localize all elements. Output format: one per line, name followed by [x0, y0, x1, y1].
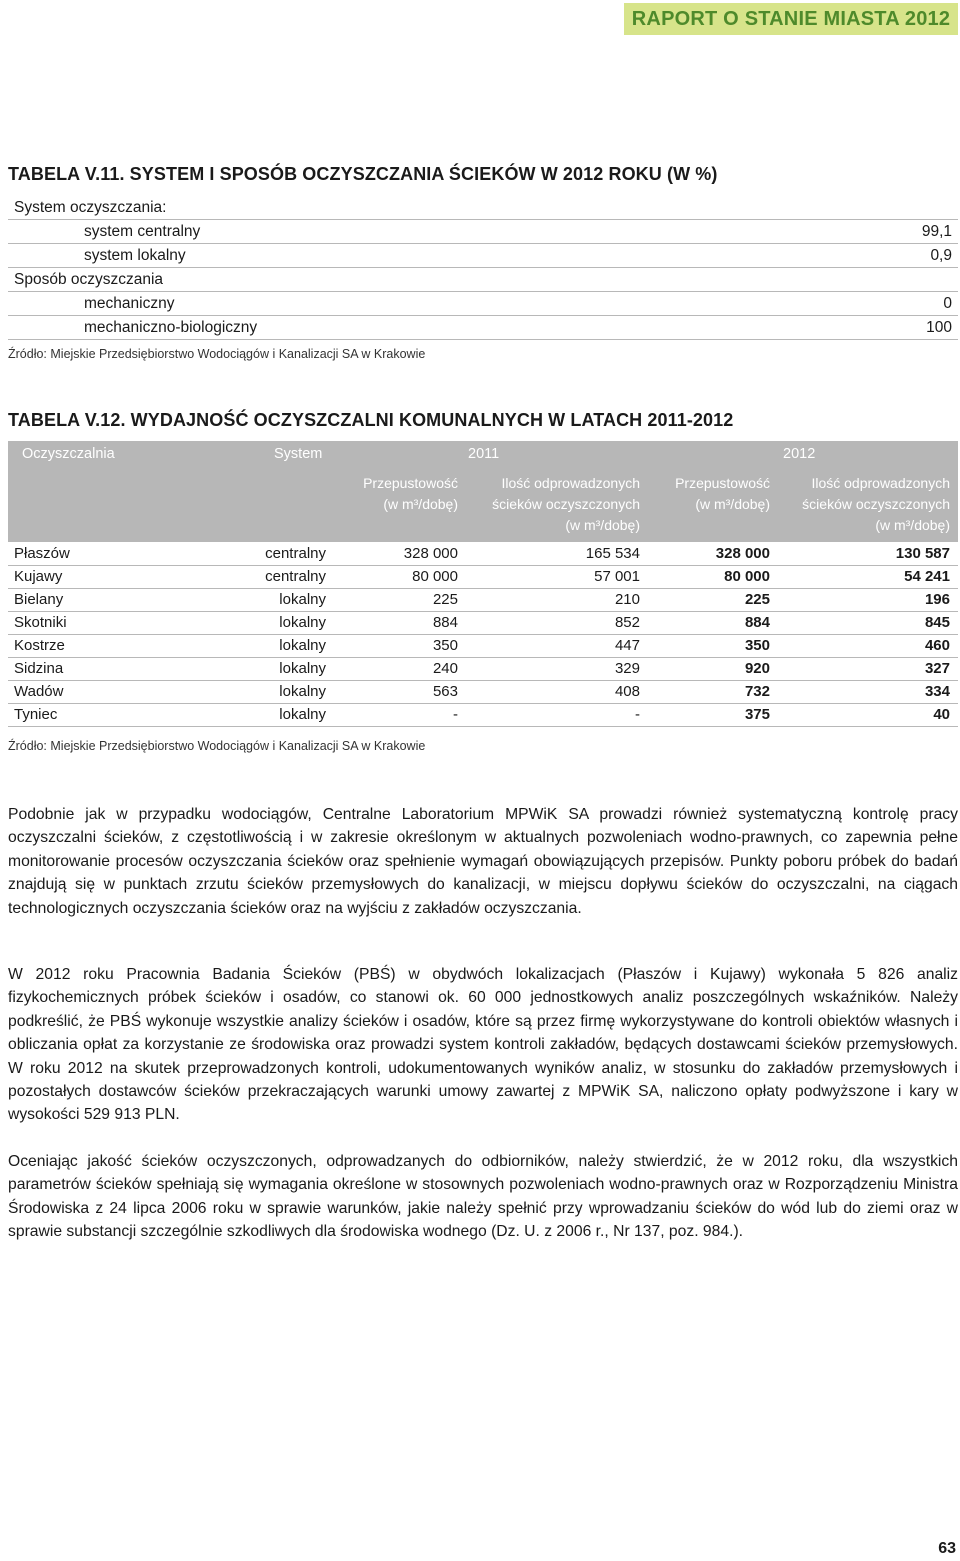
cell-capacity-2012: 350 [744, 637, 770, 654]
cell-system: lokalny [279, 683, 326, 700]
paragraph-lab-control: Podobnie jak w przypadku wodociągów, Centralne Laboratorium MPWiK SA prowadzi również systematyczną kontrolę pracy oczyszczalni ścieków, z częstotliwością i w zakresie określonym w aktualnych pozwoleniach wodno-prawnych, co zapewnia pełne monitorowanie procesów oczyszczania ścieków oraz spełnienie wymagań obowiązujących przepisów. Punkty poboru próbek do badań znajdują się w punktach zrzutu ścieków przemysłowych do kanalizacji, w miejscu dopływu ścieków do oczyszczalni, na ciągach technologicznych oczyszczania ścieków oraz na wyjściu z zakładów oczyszczania. [8, 806, 958, 917]
table-row [8, 268, 958, 292]
row-label: system lokalny [84, 247, 186, 264]
table-row [8, 244, 958, 268]
header-line: Przepustowość [363, 475, 458, 491]
header-line: Przepustowość [675, 475, 770, 491]
cell-capacity-2011: - [453, 706, 458, 723]
report-header-badge: RAPORT O STANIE MIASTA 2012 [624, 3, 958, 35]
cell-outflow-2012: 845 [924, 614, 950, 631]
table2-source: Źródło: Miejskie Przedsiębiorstwo Wodociągów i Kanalizacji SA w Krakowie [8, 739, 426, 753]
header-system: System [274, 446, 323, 462]
row-label: system centralny [84, 223, 201, 240]
table1-title: TABELA V.11. SYSTEM I SPOSÓB OCZYSZCZANIA ŚCIEKÓW W 2012 ROKU (W %) [8, 164, 718, 184]
header-line: ścieków oczyszczonych [802, 496, 950, 512]
cell-plant: Bielany [14, 591, 64, 608]
table-row [8, 220, 958, 244]
cell-outflow-2012: 130 587 [895, 545, 950, 562]
cell-capacity-2012: 375 [744, 706, 770, 723]
cell-system: centralny [265, 545, 326, 562]
cell-plant: Kujawy [14, 568, 63, 585]
row-label: System oczyszczania: [14, 199, 167, 216]
cell-capacity-2012: 920 [744, 660, 770, 677]
row-value: 100 [926, 319, 952, 336]
cell-plant: Sidzina [14, 660, 64, 677]
cell-outflow-2012: 327 [924, 660, 950, 677]
cell-capacity-2012: 732 [744, 683, 770, 700]
cell-outflow-2011: 57 001 [594, 568, 640, 585]
cell-outflow-2011: 210 [614, 591, 640, 608]
table-row [8, 589, 958, 612]
cell-system: centralny [265, 568, 326, 585]
table-row [8, 658, 958, 681]
row-label: Sposób oczyszczania [14, 271, 164, 288]
page-number: 63 [938, 1540, 956, 1557]
cell-capacity-2012: 884 [744, 614, 770, 631]
cell-capacity-2011: 563 [432, 683, 458, 700]
cell-outflow-2012: 460 [924, 637, 950, 654]
cell-outflow-2012: 40 [933, 706, 950, 723]
header-line: Ilość odprowadzonych [501, 475, 640, 491]
cell-outflow-2012: 196 [924, 591, 950, 608]
header-line: ścieków oczyszczonych [492, 496, 640, 512]
cell-outflow-2011: 165 534 [585, 545, 640, 562]
cell-system: lokalny [279, 660, 326, 677]
cell-capacity-2012: 225 [744, 591, 770, 608]
row-label: mechaniczno-biologiczny [84, 319, 258, 336]
cell-capacity-2012: 80 000 [724, 568, 770, 585]
header-line: (w m³/dobę) [695, 496, 770, 512]
header-capacity-2012 [675, 473, 770, 515]
table-row [8, 316, 958, 340]
cell-system: lokalny [279, 706, 326, 723]
table-row [8, 635, 958, 658]
row-value: 99,1 [921, 223, 952, 240]
header-year-2012: 2012 [783, 446, 816, 462]
cell-outflow-2011: 329 [614, 660, 640, 677]
table-row [8, 543, 958, 566]
cell-capacity-2011: 225 [432, 591, 458, 608]
row-label: mechaniczny [84, 295, 175, 312]
table-row [8, 292, 958, 316]
paragraph-pbs-analyses: W 2012 roku Pracownia Badania Ścieków (PBŚ) w obydwóch lokalizacjach (Płaszów i Kujawy) wykonała 5 826 analiz fizykochemicznych próbek ścieków i osadów, co stanowi ok. 60 000 jednostkowych analiz poszczególnych wskaźników. Należy podkreślić, że PBŚ wykonuje wszystkie analizy ścieków i osadów, które są przez firmę wykorzystywane do kontroli obiektów własnych i obliczania opłat za korzystanie ze środowiska oraz prowadzi system kontroli zakładów, będących dostawcami ścieków przemysłowych. W roku 2012 na skutek przeprowadzonych kontroli, udokumentowanych wyników analiz, w stosunku do zakładów przemysłowych i pozostałych dostawców ścieków przekraczających warunki umowy zawartej z MPWiK SA, naliczono opłaty podwyższone i kary w wysokości 529 913 PLN. [8, 966, 958, 1124]
header-outflow-2011 [492, 473, 640, 536]
cell-system: lokalny [279, 591, 326, 608]
table1-source: Źródło: Miejskie Przedsiębiorstwo Wodociągów i Kanalizacji SA w Krakowie [8, 347, 426, 361]
header-plant: Oczyszczalnia [22, 446, 115, 462]
cell-system: lokalny [279, 614, 326, 631]
header-year-2011: 2011 [468, 446, 500, 462]
cell-capacity-2011: 884 [432, 614, 458, 631]
cell-outflow-2012: 334 [924, 683, 950, 700]
table2-title: TABELA V.12. WYDAJNOŚĆ OCZYSZCZALNI KOMUNALNYCH W LATACH 2011-2012 [8, 410, 734, 430]
row-value: 0,9 [930, 247, 952, 264]
header-line: (w m³/dobę) [565, 517, 640, 533]
paragraph-quality-assessment: Oceniając jakość ścieków oczyszczonych, odprowadzanych do odbiorników, należy stwierdzić, że w 2012 roku, dla wszystkich parametrów ścieków spełniają się wymagania określone w stosownych pozwoleniach wodno-prawnych oraz w Rozporządzeniu Ministra Środowiska z 24 lipca 2006 roku w sprawie warunków, jakie należy spełnić przy wprowadzaniu ścieków do wód lub do ziemi oraz w sprawie substancji szczególnie szkodliwych dla środowiska wodnego (Dz. U. z 2006 r., Nr 137, poz. 984.). [8, 1153, 958, 1241]
cell-system: lokalny [279, 637, 326, 654]
table-row [8, 612, 958, 635]
table2-header [8, 441, 958, 542]
cell-plant: Wadów [14, 683, 64, 700]
table2-body [8, 543, 958, 727]
cell-outflow-2011: - [635, 706, 640, 723]
cell-plant: Płaszów [14, 545, 70, 562]
table-row [8, 681, 958, 704]
table-row [8, 704, 958, 727]
header-capacity-2011 [363, 473, 458, 515]
cell-capacity-2012: 328 000 [715, 545, 770, 562]
cell-capacity-2011: 328 000 [403, 545, 458, 562]
table1 [8, 196, 958, 340]
cell-plant: Kostrze [14, 637, 65, 654]
table-row [8, 566, 958, 589]
header-line: (w m³/dobę) [383, 496, 458, 512]
cell-outflow-2011: 408 [614, 683, 640, 700]
row-value: 0 [943, 295, 952, 312]
cell-outflow-2011: 447 [614, 637, 640, 654]
table-row [8, 196, 958, 220]
cell-capacity-2011: 240 [432, 660, 458, 677]
cell-capacity-2011: 350 [432, 637, 458, 654]
cell-capacity-2011: 80 000 [412, 568, 458, 585]
header-line: Ilość odprowadzonych [811, 475, 950, 491]
header-line: (w m³/dobę) [875, 517, 950, 533]
cell-plant: Skotniki [14, 614, 67, 631]
header-outflow-2012 [802, 473, 950, 536]
cell-outflow-2012: 54 241 [904, 568, 950, 585]
cell-outflow-2011: 852 [614, 614, 640, 631]
cell-plant: Tyniec [14, 706, 58, 723]
